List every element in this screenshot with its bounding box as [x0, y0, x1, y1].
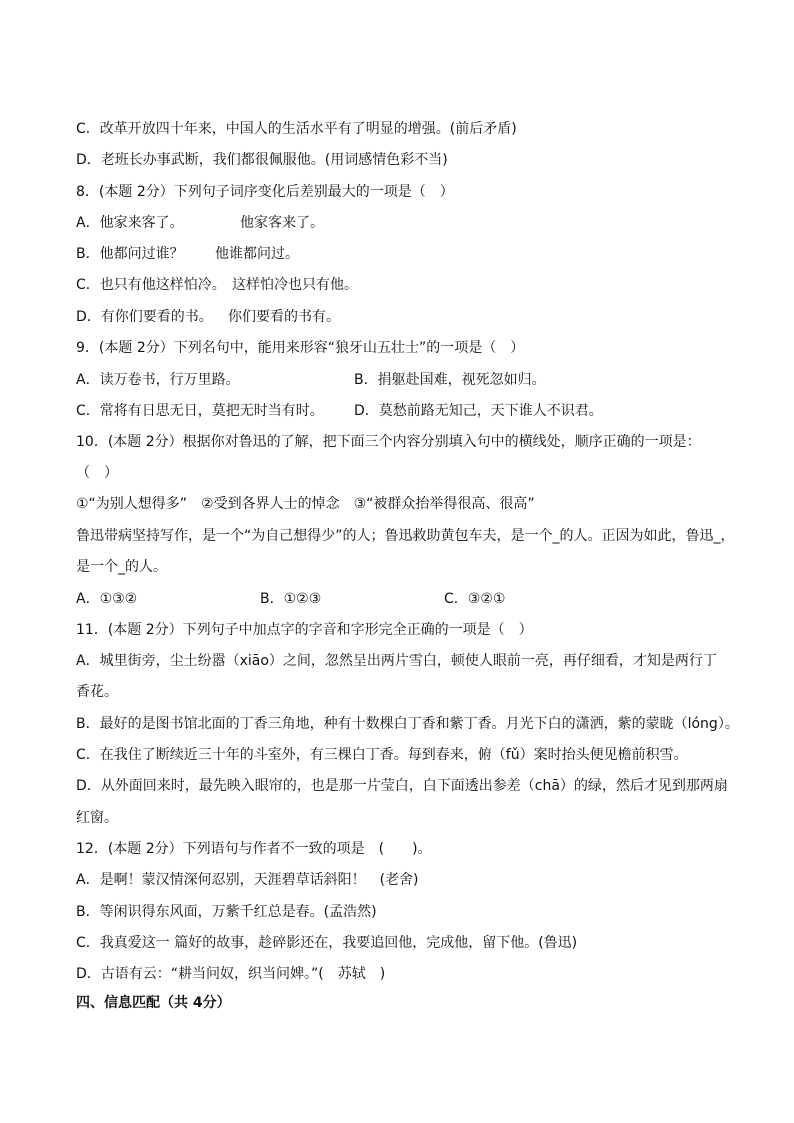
option-original: C．也只有他这样怕冷。	[76, 277, 226, 293]
question-11-option-d-line2: 红窗。	[76, 810, 118, 826]
question-11-option-c: C．在我住了断续近三十年的斗室外，有三棵白丁香。每到春来，俯（fǔ）案时抬头便见檐前积雪。	[76, 747, 688, 763]
question-8-option-c	[76, 276, 736, 294]
question-9-option-a: A．读万卷书，行万里路。	[76, 372, 240, 388]
section-4-heading: 四、信息匹配（共 4分）	[76, 995, 231, 1011]
question-9-stem: 9．(本题 2分）下列名句中，能用来形容“狼牙山五壮士”的一项是（ ）	[76, 340, 525, 356]
question-10-option-b: B．①②③	[260, 591, 322, 607]
question-9-options-row2	[76, 402, 736, 420]
question-8-option-d	[76, 308, 736, 326]
question-12-option-b: B．等闲识得东风面，万紫千红总是春。(孟浩然)	[76, 904, 377, 920]
question-12-option-a: A．是啊！蒙汉情深何忍别，天涯碧草话斜阳！ (老舍)	[76, 872, 419, 888]
question-9-options-row1	[76, 371, 736, 389]
question-9-option-c: C．常将有日思无日，莫把无时当有时。	[76, 403, 324, 419]
option-reordered: 这样怕冷也只有他。	[232, 277, 358, 293]
option-reordered: 他家客来了。	[240, 215, 324, 231]
question-11-stem: 11．(本题 2分）下列句子中加点字的字音和字形完全正确的一项是（ ）	[76, 622, 533, 638]
option-original: B．他都问过谁？	[76, 246, 184, 262]
question-11-option-d-line1: D．从外面回来时，最先映入眼帘的，也是那一片莹白，白下面透出参差（chā）的绿，然后才见到那两扇	[76, 778, 728, 794]
question-9-option-b: B．捐躯赴国难，视死忽如归。	[354, 372, 546, 388]
option-reordered: 他谁都问过。	[215, 246, 299, 262]
question-10-option-a: A．①③②	[76, 591, 138, 607]
question-12-stem: 12．(本题 2分）下列语句与作者不一致的项是 ( )。	[76, 841, 432, 857]
question-10-options	[76, 590, 736, 608]
option-d-line: D．老班长办事武断，我们都很佩服他。(用词感情色彩不当)	[76, 152, 448, 168]
question-10-items: ①“为别人想得多” ②受到各界人士的悼念 ③“被群众抬举得很高、很高”	[76, 496, 535, 512]
question-10-sentence-1: 鲁迅带病坚持写作，是一个“为自己想得少”的人；鲁迅救助黄包车夫，是一个_的人。正因为如此，鲁迅_，	[76, 528, 735, 544]
question-12-option-c: C．我真爱这一 篇好的故事，趁碎影还在，我要追回他，完成他，留下他。(鲁迅)	[76, 935, 578, 951]
question-11-option-b: B．最好的是图书馆北面的丁香三角地，种有十数棵白丁香和紫丁香。月光下白的潇洒，紫的蒙眬（lóng）。	[76, 716, 739, 732]
question-10-option-c: C．③②①	[444, 591, 506, 607]
question-12-option-d: D．古语有云：“耕当问奴，织当问婢。”( 苏轼 )	[76, 966, 386, 982]
question-8-option-b	[76, 245, 736, 263]
question-11-option-a-line2: 香花。	[76, 684, 118, 700]
question-9-option-d: D．莫愁前路无知己，天下谁人不识君。	[354, 403, 603, 419]
option-c-line: C．改革开放四十年来，中国人的生活水平有了明显的增强。(前后矛盾)	[76, 121, 517, 137]
option-original: A．他家来客了。	[76, 215, 184, 231]
question-10-stem: 10．(本题 2分）根据你对鲁迅的了解，把下面三个内容分别填入句中的横线处，顺序正确的一项是：	[76, 434, 701, 450]
question-10-paren: （ ）	[76, 465, 118, 481]
question-11-option-a-line1: A．城里街旁，尘土纷嚣（xiāo）之间，忽然呈出两片雪白，顿使人眼前一亮，再仔细看，才知是两行丁	[76, 653, 717, 669]
question-8-stem: 8．(本题 2分）下列句子词序变化后差别最大的一项是（ ）	[76, 184, 454, 200]
question-8-option-a	[76, 214, 736, 232]
option-reordered: 你们要看的书有。	[228, 309, 340, 325]
option-original: D．有你们要看的书。	[76, 309, 213, 325]
question-10-sentence-2: 是一个_的人。	[76, 559, 167, 575]
